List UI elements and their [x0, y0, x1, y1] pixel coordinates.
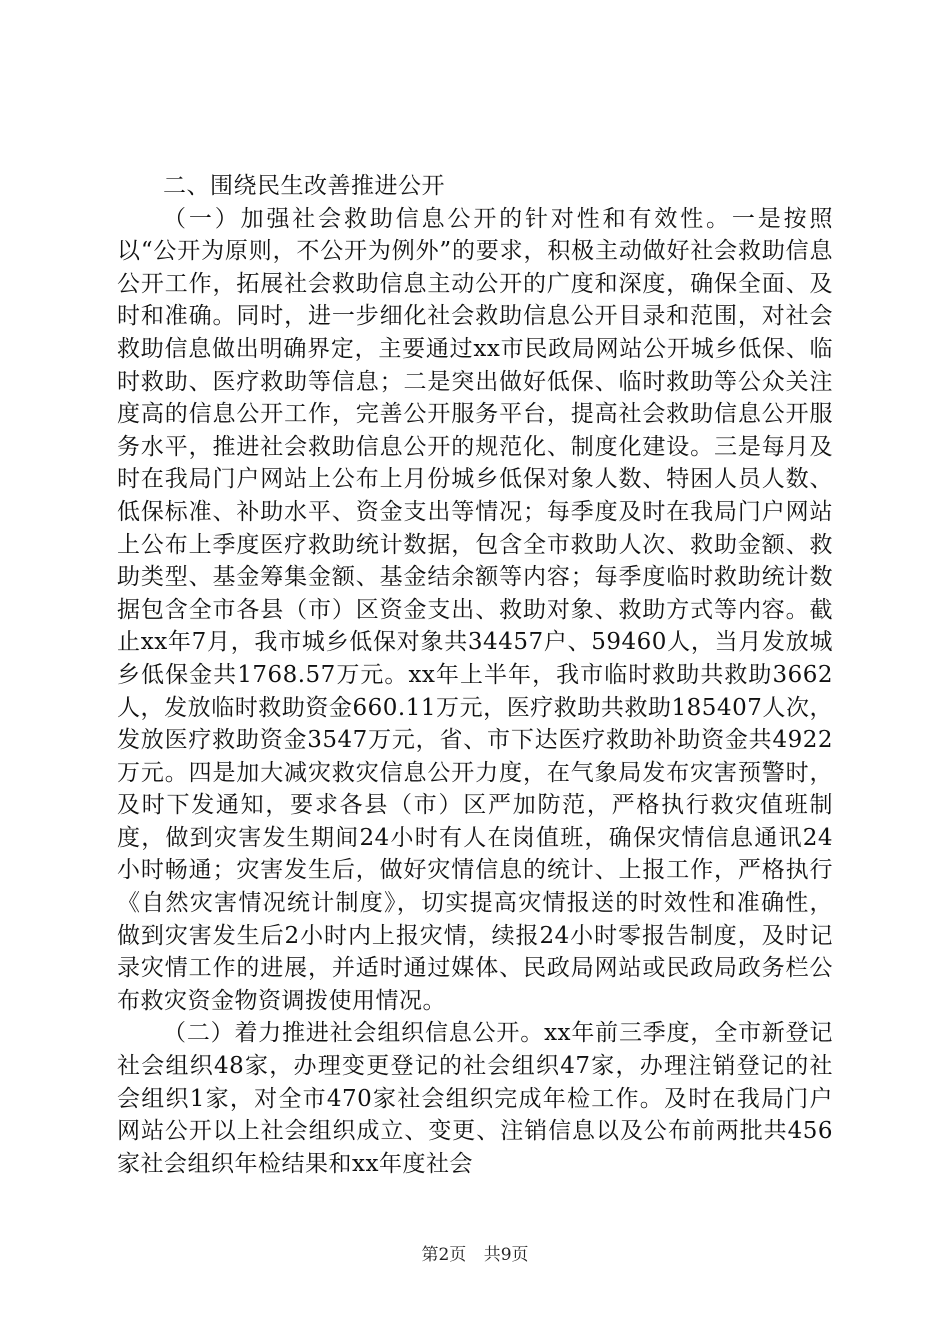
section-heading: 二、围绕民生改善推进公开 — [163, 173, 445, 199]
page-total: 共9页 — [483, 1245, 529, 1265]
paragraph-social-assistance: （一）加强社会救助信息公开的针对性和有效性。一是按照以“公开为原则，不公开为例外”的要求，积极主动做好社会救助信息公开工作，拓展社会救助信息主动公开的广度和深度，确保全面、及时和准确。同时，进一步细化社会救助信息公开目录和范围，对社会救助信息做出明确界定，主要通过xx市民政局网站公开城乡低保、临时救助、医疗救助等信息；二是突出做好低保、临时救助等公众关注度高的信息公开工作，完善公开服务平台，提高社会救助信息公开服务水平，推进社会救助信息公开的规范化、制度化建设。三是每月及时在我局门户网站上公布上月份城乡低保对象人数、特困人员人数、低保标准、补助水平、资金支出等情况；每季度及时在我局门户网站上公布上季度医疗救助统计数据，包含全市救助人次、救助金额、救助类型、基金筹集金额、基金结余额等内容；每季度临时救助统计数据包含全市各县（市）区资金支出、救助对象、救助方式等内容。截止xx年7月，我市城乡低保对象共34457户、59460人，当月发放城乡低保金共1768.57万元。xx年上半年，我市临时救助共救助3662人，发放临时救助资金660.11万元，医疗救助共救助185407人次，发放医疗救助资金3547万元，省、市下达医疗救助补助资金共4922万元。四是加大减灾救灾信息公开力度，在气象局发布灾害预警时，及时下发通知，要求各县（市）区严加防范，严格执行救灾值班制度，做到灾害发生期间24小时有人在岗值班，确保灾情信息通讯24小时畅通；灾害发生后，做好灾情信息的统计、上报工作，严格执行《自然灾害情况统计制度》，切实提高灾情报送的时效性和准确性，做到灾害发生后2小时内上报灾情，续报24小时零报告制度，及时记录灾情工作的进展，并适时通过媒体、民政局网站或民政局政务栏公布救灾资金物资调拨使用情况。 — [117, 205, 833, 1014]
page-number: 第2页 — [421, 1245, 467, 1265]
page-footer — [0, 1244, 950, 1266]
document-body — [117, 170, 833, 1180]
paragraph-social-organizations: （二）着力推进社会组织信息公开。xx年前三季度，全市新登记社会组织48家，办理变更登记的社会组织47家，办理注销登记的社会组织1家，对全市470家社会组织完成年检工作。及时在我局门户网站公开以上社会组织成立、变更、注销信息以及公布前两批共456家社会组织年检结果和xx年度社会 — [117, 1020, 833, 1177]
